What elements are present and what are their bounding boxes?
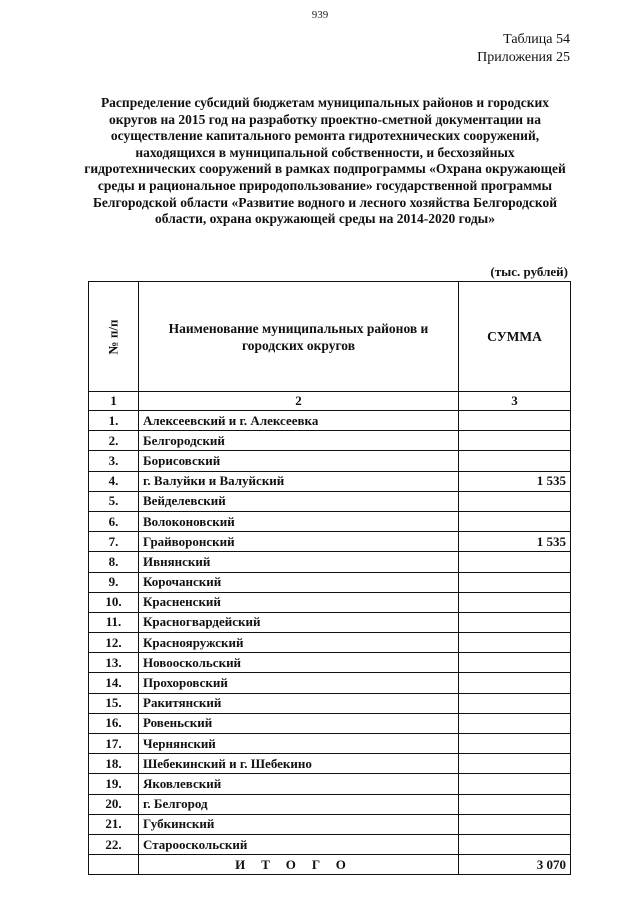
table-row — [89, 552, 571, 572]
subsidy-table — [88, 281, 571, 875]
table-row — [89, 451, 571, 471]
header-name: Наименование муниципальных районов и городских округов — [139, 282, 459, 392]
row-number: 12. — [89, 633, 139, 653]
column-number: 1 — [89, 392, 139, 411]
row-number: 16. — [89, 713, 139, 733]
row-name: Ракитянский — [139, 693, 459, 713]
row-number: 20. — [89, 794, 139, 814]
row-name: Чернянский — [139, 734, 459, 754]
row-sum — [459, 754, 571, 774]
table-row — [89, 612, 571, 632]
row-sum: 1 535 — [459, 532, 571, 552]
row-name: Краснояружский — [139, 633, 459, 653]
row-number: 4. — [89, 471, 139, 491]
row-number: 9. — [89, 572, 139, 592]
row-sum — [459, 673, 571, 693]
row-sum — [459, 491, 571, 511]
units-note: (тыс. рублей) — [490, 264, 568, 279]
table-number: Таблица 54 — [503, 32, 570, 47]
row-name: Корочанский — [139, 572, 459, 592]
header-sum: СУММА — [459, 282, 571, 392]
total-sum: 3 070 — [459, 855, 571, 875]
row-name: Новооскольский — [139, 653, 459, 673]
row-name: Шебекинский и г. Шебекино — [139, 754, 459, 774]
row-number: 14. — [89, 673, 139, 693]
row-name: Вейделевский — [139, 491, 459, 511]
heading-line: осуществление капитального ремонта гидротехнических сооружений, — [110, 128, 540, 144]
table-row — [89, 673, 571, 693]
heading-line: гидротехнических сооружений в рамках подпрограммы «Охрана окружающей — [84, 161, 566, 177]
column-numbers-row — [89, 392, 571, 411]
row-name: Прохоровский — [139, 673, 459, 693]
heading-line: Белгородской области «Развитие водного и лесного хозяйства Белгородской — [92, 194, 558, 210]
row-name: Волоконовский — [139, 511, 459, 531]
heading-line: Распределение субсидий бюджетам муниципальных районов и городских — [100, 95, 550, 110]
heading-line: области, охрана окружающей среды на 2014-2020 годы» — [155, 211, 495, 227]
row-number: 3. — [89, 451, 139, 471]
table-row — [89, 633, 571, 653]
row-name: Старооскольский — [139, 834, 459, 854]
table-row — [89, 754, 571, 774]
row-name: Белгородский — [139, 431, 459, 451]
row-number: 11. — [89, 612, 139, 632]
row-sum — [459, 592, 571, 612]
heading-line: округов на 2015 год на разработку проектно-сметной документации на — [109, 111, 541, 127]
row-number: 15. — [89, 693, 139, 713]
row-sum — [459, 411, 571, 431]
row-number: 13. — [89, 653, 139, 673]
table-row — [89, 734, 571, 754]
table-row — [89, 511, 571, 531]
row-sum — [459, 693, 571, 713]
row-sum — [459, 431, 571, 451]
row-number: 2. — [89, 431, 139, 451]
total-row — [89, 855, 571, 875]
row-sum — [459, 572, 571, 592]
row-number: 22. — [89, 834, 139, 854]
row-name: Ивнянский — [139, 552, 459, 572]
table-row — [89, 794, 571, 814]
document-heading — [84, 95, 566, 228]
row-number: 17. — [89, 734, 139, 754]
column-number: 3 — [459, 392, 571, 411]
table-header-row — [89, 282, 571, 392]
header-num-label: № п/п — [105, 319, 121, 354]
row-number: 8. — [89, 552, 139, 572]
row-sum — [459, 653, 571, 673]
row-name: г. Белгород — [139, 794, 459, 814]
row-number: 7. — [89, 532, 139, 552]
total-num-cell — [89, 855, 139, 875]
table-row — [89, 814, 571, 834]
row-sum — [459, 713, 571, 733]
row-sum — [459, 552, 571, 572]
heading-line: находящихся в муниципальной собственности, и бесхозяйных — [135, 144, 515, 160]
table-row — [89, 834, 571, 854]
row-name: Красногвардейский — [139, 612, 459, 632]
row-sum — [459, 612, 571, 632]
table-row — [89, 592, 571, 612]
page-number: 939 — [311, 9, 329, 21]
table-row — [89, 693, 571, 713]
row-number: 1. — [89, 411, 139, 431]
table-row — [89, 471, 571, 491]
total-label: ИТОГО — [139, 855, 459, 875]
row-number: 19. — [89, 774, 139, 794]
row-sum — [459, 774, 571, 794]
row-name: Борисовский — [139, 451, 459, 471]
row-name: Красненский — [139, 592, 459, 612]
row-number: 10. — [89, 592, 139, 612]
table-row — [89, 491, 571, 511]
row-number: 5. — [89, 491, 139, 511]
row-name: Алексеевский и г. Алексеевка — [139, 411, 459, 431]
column-number: 2 — [139, 392, 459, 411]
row-sum: 1 535 — [459, 471, 571, 491]
table-row — [89, 431, 571, 451]
row-sum — [459, 794, 571, 814]
row-sum — [459, 511, 571, 531]
table-row — [89, 411, 571, 431]
row-name: Яковлевский — [139, 774, 459, 794]
row-sum — [459, 734, 571, 754]
heading-line: среды и рациональное природопользование» государственной программы — [97, 177, 553, 193]
row-number: 18. — [89, 754, 139, 774]
row-name: Губкинский — [139, 814, 459, 834]
row-sum — [459, 814, 571, 834]
row-name: г. Валуйки и Валуйский — [139, 471, 459, 491]
table-row — [89, 713, 571, 733]
header-num — [89, 282, 139, 392]
row-sum — [459, 633, 571, 653]
row-name: Ровеньский — [139, 713, 459, 733]
table-row — [89, 774, 571, 794]
table-row — [89, 653, 571, 673]
row-number: 21. — [89, 814, 139, 834]
row-sum — [459, 451, 571, 471]
table-row — [89, 532, 571, 552]
appendix-number: Приложения 25 — [477, 50, 570, 65]
row-name: Грайворонский — [139, 532, 459, 552]
row-sum — [459, 834, 571, 854]
table-row — [89, 572, 571, 592]
table-reference — [477, 31, 570, 67]
row-number: 6. — [89, 511, 139, 531]
